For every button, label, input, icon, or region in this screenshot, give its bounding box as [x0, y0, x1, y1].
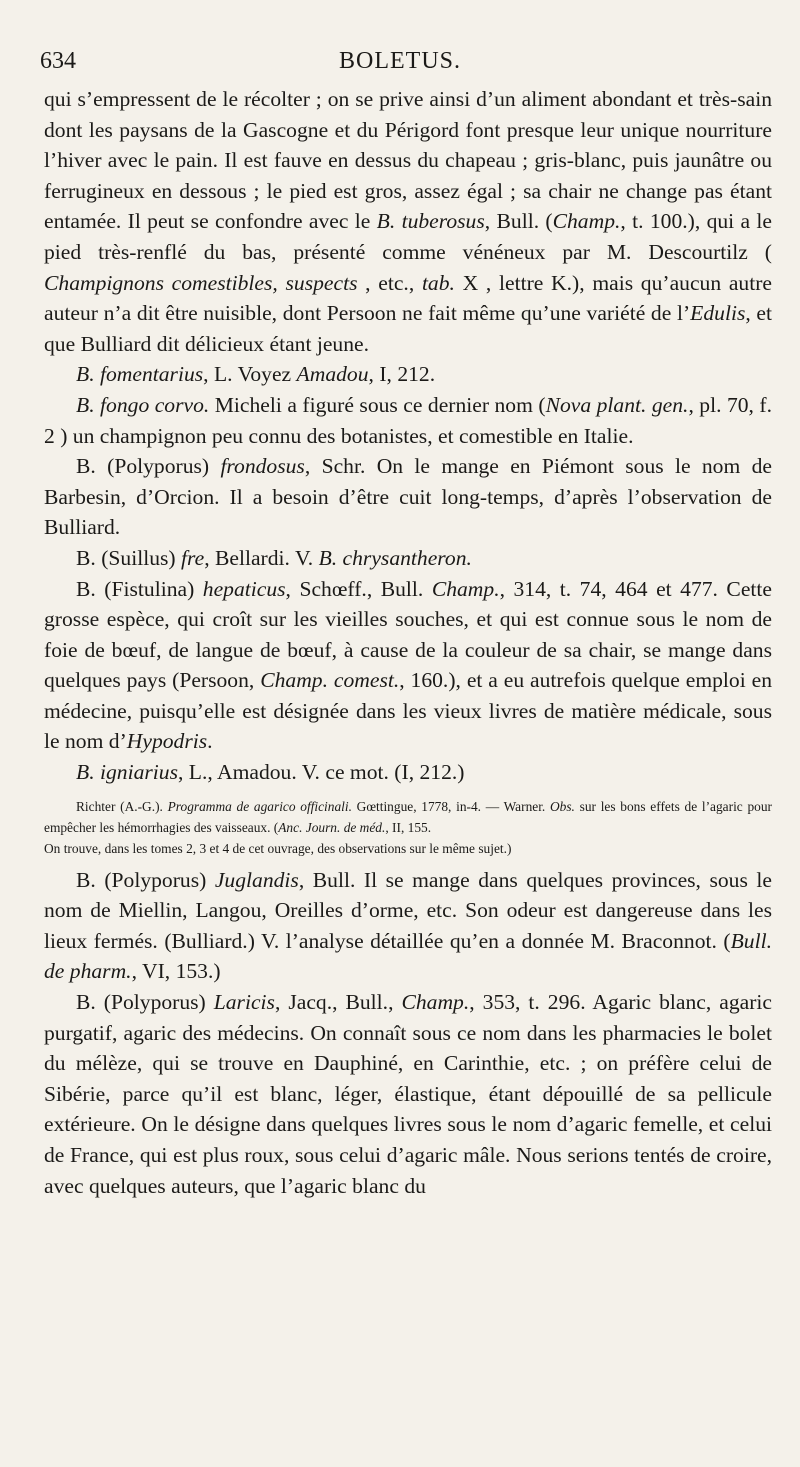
bibliography-notes [44, 796, 772, 859]
paragraph-suillus-fre: B. (Suillus) fre, Bellardi. V. B. chrysantheron. [76, 545, 472, 570]
bibliography-note: On trouve, dans les tomes 2, 3 et 4 de cet ouvrage, des observations sur le même sujet.) [44, 840, 512, 856]
paragraph-fomentarius: B. fomentarius, L. Voyez Amadou, I, 212. [76, 362, 436, 387]
paragraph-frondosus: B. (Polyporus) frondosus, Schr. On le mange en Piémont sous le nom de Barbesin, d’Orcion. Il a besoin d’être cuit long-temps, d’après l’observation de Bulliard. [44, 454, 772, 540]
paragraph-juglandis: B. (Polyporus) Juglandis, Bull. Il se mange dans quelques provinces, sous le nom de Miellin, Langou, Oreilles d’orme, etc. Son odeur est dangereuse dans les lieux fermés. (Bulliard.) V. l’analyse détaillée qu’en a donnée M. Braconnot. (Bull. de pharm., VI, 153.) [44, 867, 772, 984]
paragraph-igniarius: B. igniarius, L., Amadou. V. ce mot. (I, 212.) [76, 760, 465, 785]
bibliography-entry: Richter (A.-G.). Programma de agarico officinali. Gœttingue, 1778, in-4. — Warner. Obs. sur les bons effets de l’agaric pour empêcher les hémorrhagies des vaisseaux. (Anc. Journ. de méd., II, 155. [44, 798, 772, 835]
paragraph-fongo-corvo: B. fongo corvo. Micheli a figuré sous ce dernier nom (Nova plant. gen., pl. 70, f. 2 ) un champignon peu connu des botanistes, et comestible en Italie. [44, 392, 772, 448]
page-number: 634 [40, 48, 76, 74]
body-text [44, 84, 772, 1201]
page-header [40, 48, 760, 82]
paragraph-hepaticus: B. (Fistulina) hepaticus, Schœff., Bull. Champ., 314, t. 74, 464 et 477. Cette grosse espèce, qui croît sur les vieilles souches, et qui est connue sous le nom de foie de bœuf, de langue de bœuf, à cause de la couleur de sa chair, se mange dans quelques pays (Persoon, Champ. comest., 160.), et a eu autrefois quelque emploi en médecine, puisqu’elle est désignée dans les vieux livres de matière médicale, sous le nom d’Hypodris. [44, 576, 773, 754]
running-title: BOLETUS. [339, 48, 461, 74]
paragraph-edulis-continued: qui s’empressent de le récolter ; on se prive ainsi d’un aliment abondant et très-sain dont les paysans de la Gascogne et du Périgord font presque leur unique nourriture l’hiver avec le pain. Il est fauve en dessus du chapeau ; gris-blanc, puis jaunâtre ou ferrugineux en dessous ; le pied est gros, assez égal ; sa chair ne change pas étant entamée. Il peut se confondre avec le B. tuberosus, Bull. (Champ., t. 100.), qui a le pied très-renflé du bas, présenté comme vénéneux par M. Descourtilz ( Champignons comestibles, suspects , etc., tab. X , lettre K.), mais qu’aucun autre auteur n’a dit être nuisible, dont Persoon ne fait même qu’une variété de l’Edulis, et que Bulliard dit délicieux étant jeune. [44, 87, 772, 356]
paragraph-laricis: B. (Polyporus) Laricis, Jacq., Bull., Champ., 353, t. 296. Agaric blanc, agaric purgatif, agaric des médecins. On connaît sous ce nom dans les pharmacies le bolet du mélèze, qui se trouve en Dauphiné, en Carinthie, etc. ; on préfère celui de Sibérie, parce qu’il est blanc, léger, élastique, étant dépouillé de sa pellicule extérieure. On le désigne dans quelques livres sous le nom d’agaric femelle, et celui de France, qui est plus roux, sous celui d’agaric mâle. Nous serions tentés de croire, avec quelques auteurs, que l’agaric blanc du [44, 990, 772, 1198]
